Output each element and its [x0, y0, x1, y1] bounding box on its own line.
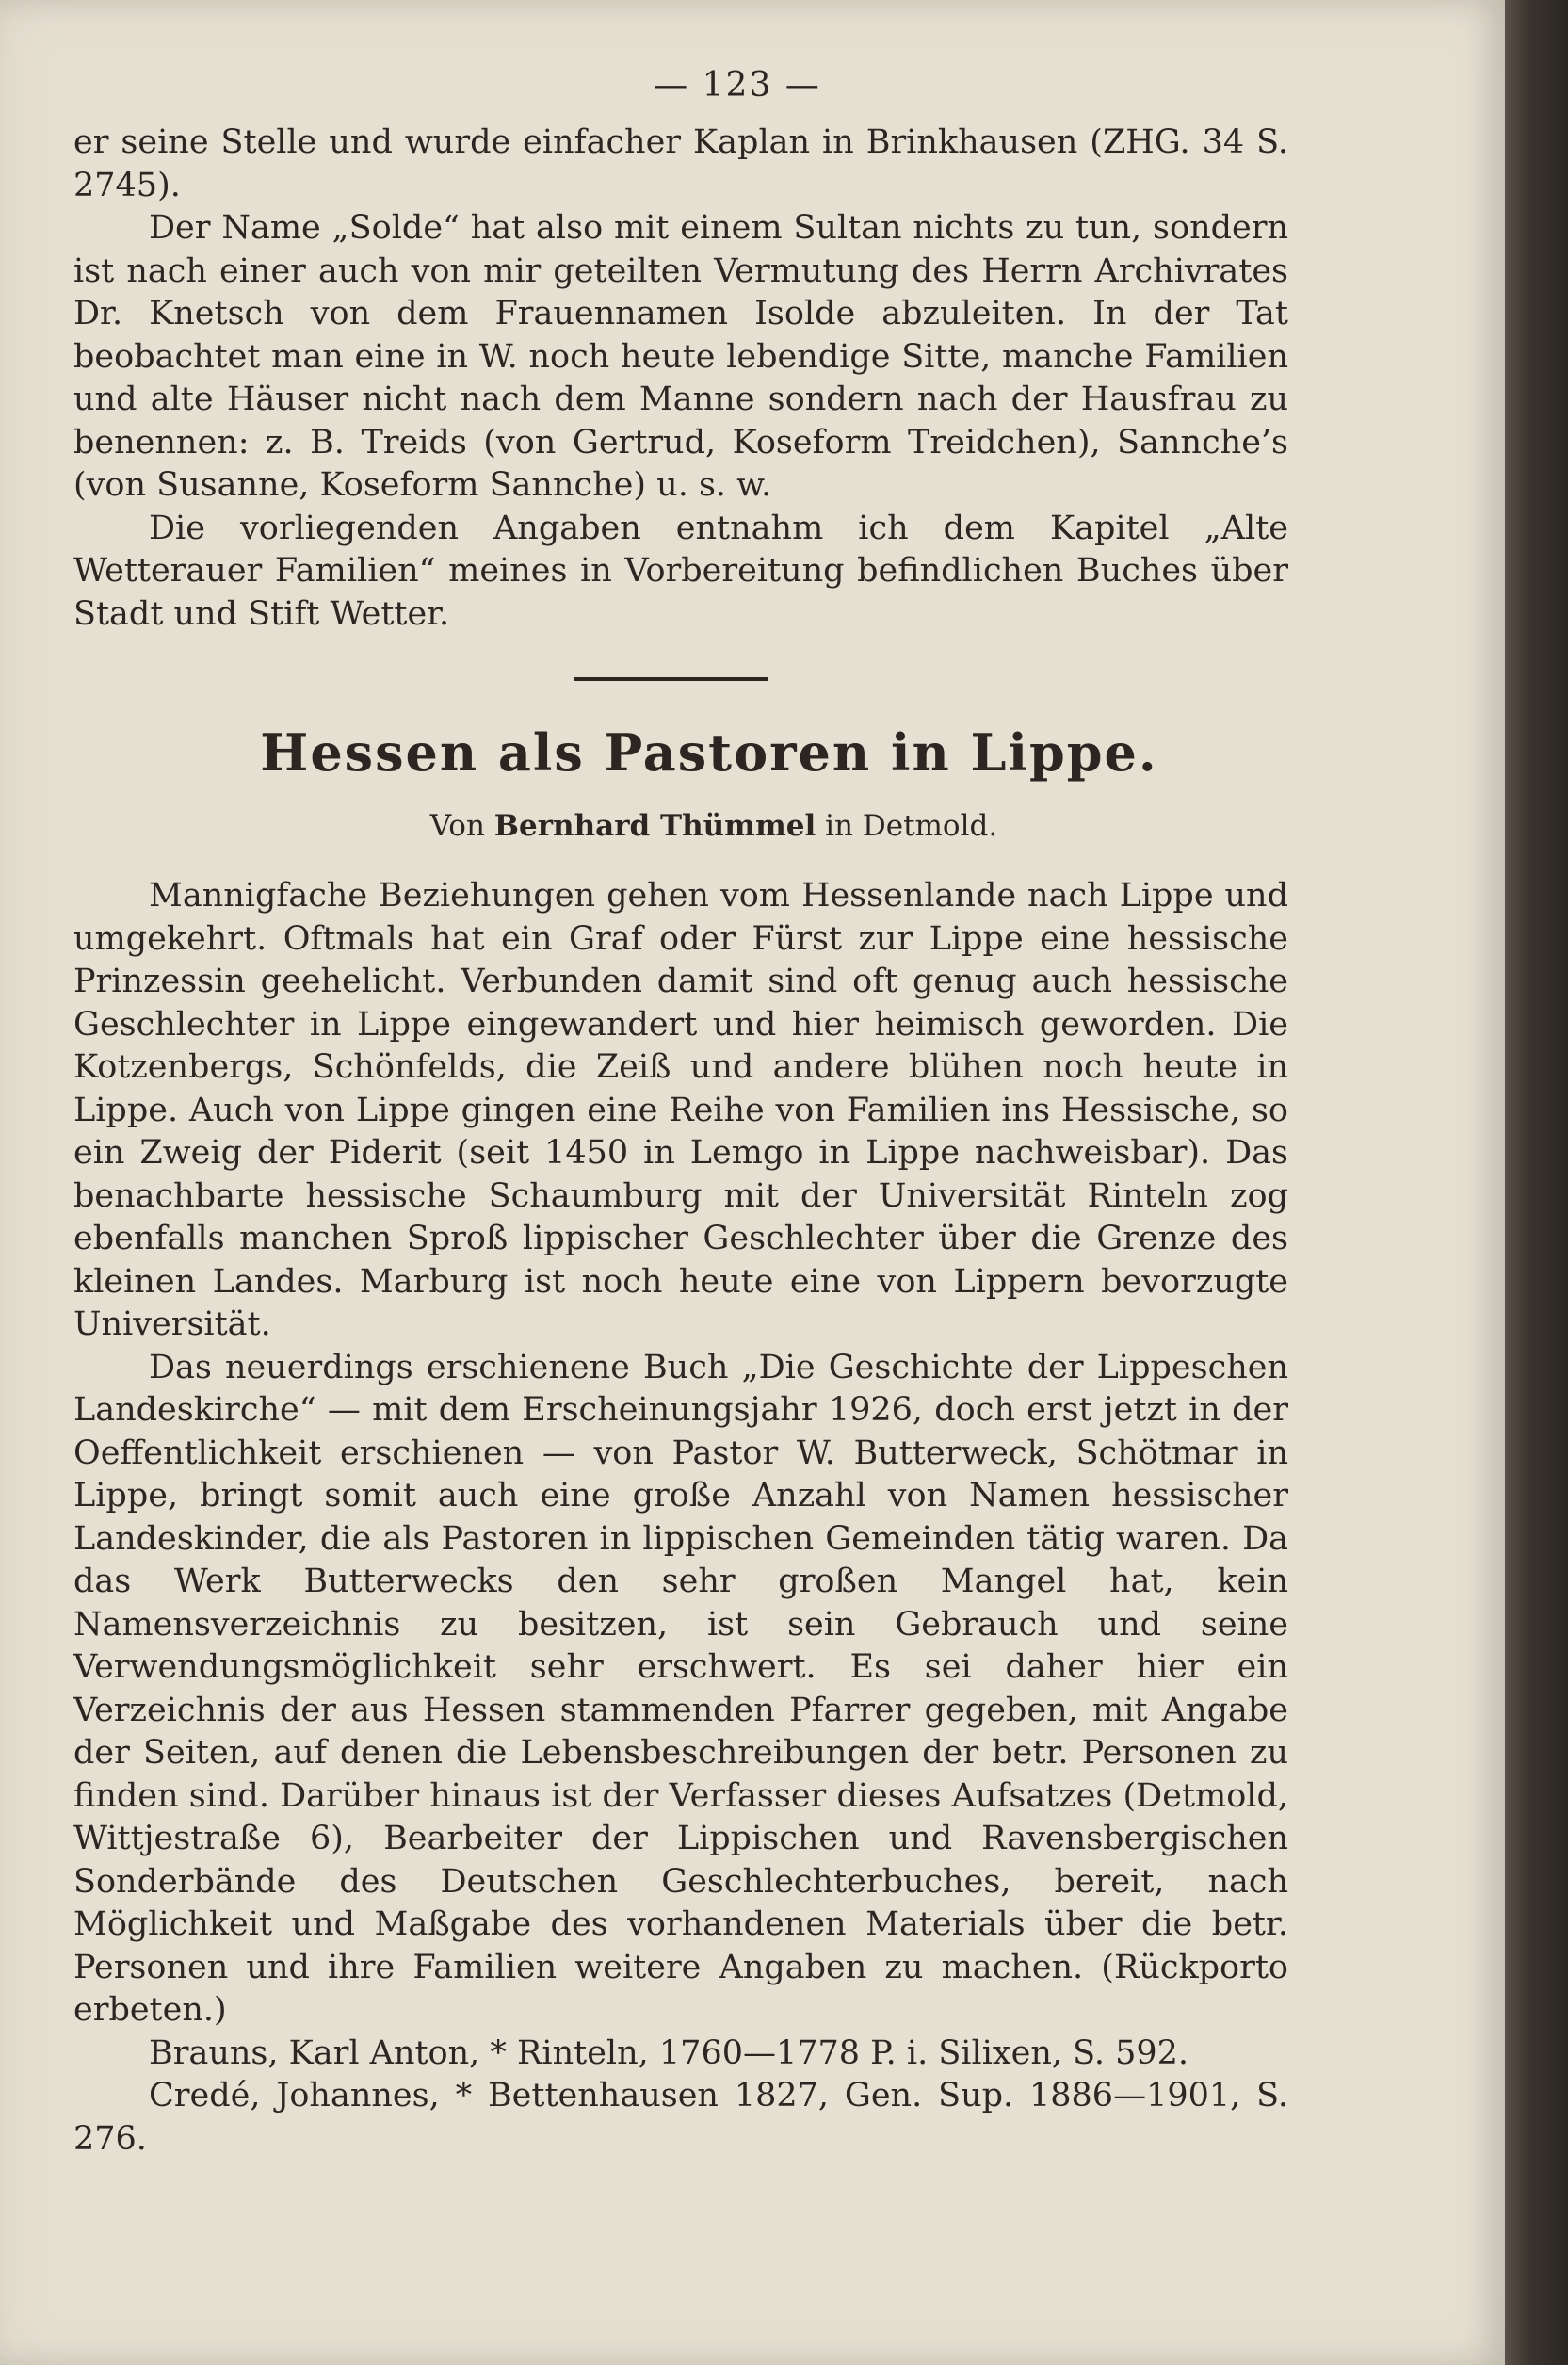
entry-crede: Credé, Johannes, * Bettenhausen 1827, Gen. Sup. 1886—1901, S. 276.: [73, 2077, 1288, 2158]
entry-brauns: Brauns, Karl Anton, * Rinteln, 1760—1778 P. i. Silixen, S. 592.: [149, 2033, 1189, 2072]
article-byline: [139, 809, 1288, 843]
book-binding-edge: [1505, 0, 1568, 2365]
byline-suffix: in Detmold.: [825, 809, 998, 843]
byline-prefix: Von: [429, 809, 485, 843]
intro-paragraph-continuation: er seine Stelle und wurde einfacher Kaplan in Brinkhausen (ZHG. 34 S. 2745).: [73, 123, 1288, 204]
page-number: — 123 —: [654, 66, 821, 105]
article-title: Hessen als Pastoren in Lippe.: [260, 722, 1158, 783]
intro-paragraph-source: Die vorliegenden Angaben entnahm ich dem Kapitel „Alte Wetterauer Familien“ meines in Vorbereitung befindlichen Buches über Stadt und Stift Wetter.: [73, 509, 1288, 633]
page-content: [73, 66, 1288, 2161]
byline-author: Bernhard Thümmel: [493, 809, 816, 843]
section-divider: [574, 677, 768, 681]
intro-paragraph-name-solde: Der Name „Solde“ hat also mit einem Sultan nichts zu tun, sondern ist nach einer auch von mir geteilten Vermutung des Herrn Archivrates Dr. Knetsch von dem Frauennamen Isolde abzuleiten. In der Tat beobachtet man eine in W. noch heute lebendige Sitte, manche Familien und alte Häuser nicht nach dem Manne sondern nach der Hausfrau zu benennen: z. B. Treids (von Gertrud, Koseform Treidchen), Sannche’s (von Susanne, Koseform Sannche) u. s. w.: [73, 209, 1288, 504]
article-paragraph-book: Das neuerdings erschienene Buch „Die Geschichte der Lippeschen Landeskirche“ — mit dem Erscheinungsjahr 1926, doch erst jetzt in der Oeffentlichkeit erschienen — von Pastor W. Butterweck, Schötmar in Lippe, bringt somit auch eine große Anzahl von Namen hessischer Landeskinder, die als Pastoren in lippischen Gemeinden tätig waren. Da das Werk Butterwecks den sehr großen Mangel hat, kein Namensverzeichnis zu besitzen, ist sein Gebrauch und seine Verwendungsmöglichkeit sehr erschwert. Es sei daher hier ein Verzeichnis der aus Hessen stammenden Pfarrer gegeben, mit Angabe der Seiten, auf denen die Lebensbeschreibungen der betr. Personen zu finden sind. Darüber hinaus ist der Verfasser dieses Aufsatzes (Detmold, Wittjestraße 6), Bearbeiter der Lippischen und Ravensbergischen Sonderbände des Deutschen Geschlechterbuches, bereit, nach Möglichkeit und Maßgabe des vorhandenen Materials über die betr. Personen und ihre Familien weitere Angaben zu machen. (Rückporto erbeten.): [73, 1348, 1288, 2029]
article-paragraph-relations: Mannigfache Beziehungen gehen vom Hessenlande nach Lippe und umgekehrt. Oftmals hat ein Graf oder Fürst zur Lippe eine hessische Prinzessin geehelicht. Verbunden damit sind oft genug auch hessische Geschlechter in Lippe eingewandert und hier heimisch geworden. Die Kotzenbergs, Schönfelds, die Zeiß und andere blühen noch heute in Lippe. Auch von Lippe gingen eine Reihe von Familien ins Hessische, so ein Zweig der Piderit (seit 1450 in Lemgo in Lippe nachweisbar). Das benachbarte hessische Schaumburg mit der Universität Rinteln zog ebenfalls manchen Sproß lippischer Geschlechter über die Grenze des kleinen Landes. Marburg ist noch heute eine von Lippern bevorzugte Universität.: [73, 877, 1288, 1343]
